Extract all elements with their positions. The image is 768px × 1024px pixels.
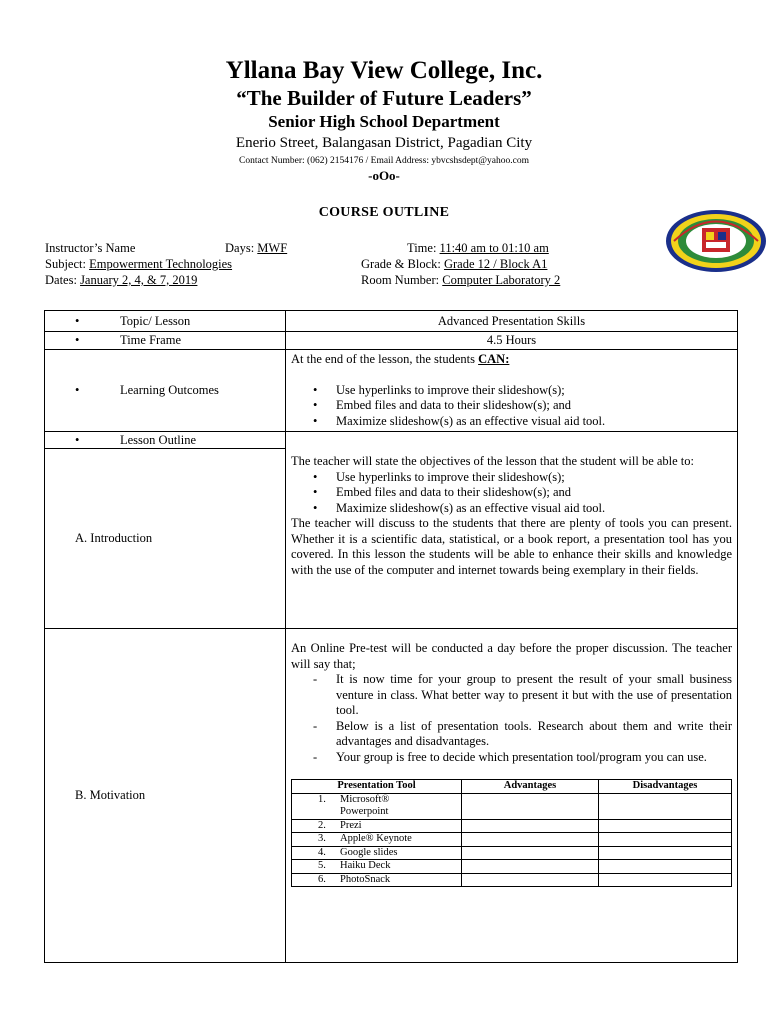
time-value: 11:40 am to 01:10 am — [439, 241, 549, 255]
topic-value-cell — [286, 311, 738, 332]
department-name: Senior High School Department — [268, 112, 500, 131]
outcome-text: Embed files and data to their slideshow(s); and — [336, 398, 572, 412]
outcomes-cell — [286, 350, 738, 432]
advantages-cell — [462, 860, 599, 874]
intro-item-text: Maximize slideshow(s) as an effective visual aid tool. — [336, 500, 606, 515]
motivation-label-cell — [45, 629, 286, 963]
tool-name-cell — [292, 819, 462, 833]
topic-label: Topic/ Lesson — [120, 313, 191, 328]
dates-field — [45, 272, 197, 288]
tool-number: 1. — [318, 793, 326, 805]
list-item — [291, 719, 732, 750]
room-label: Room Number: — [361, 273, 443, 287]
disadvantages-cell — [599, 846, 732, 860]
bullet-icon: • — [313, 469, 318, 484]
table-row — [45, 332, 738, 350]
table-row — [45, 350, 738, 432]
dash-marker: - — [313, 672, 318, 686]
course-outline-table — [44, 310, 738, 963]
time-frame-label: Time Frame — [120, 333, 181, 347]
advantages-cell — [462, 873, 599, 887]
subject-label: Subject: — [45, 257, 90, 271]
disadvantages-cell — [599, 860, 732, 874]
college-seal-icon — [664, 208, 768, 274]
dates-label: Dates: — [45, 273, 81, 287]
disadvantages-cell — [599, 833, 732, 847]
column-header: Disadvantages — [599, 780, 732, 794]
intro-text-1: The teacher will state the objectives of the lesson that the student will be able to: — [291, 454, 695, 468]
table-row — [292, 793, 732, 819]
column-header: Advantages — [462, 780, 599, 794]
subject-field — [45, 256, 232, 272]
list-item — [291, 414, 732, 430]
tool-number: 2. — [318, 819, 326, 831]
motivation-item-text: Below is a list of presentation tools. Research about them and write their advantages and disadvantages. — [336, 718, 732, 748]
bullet-icon: • — [313, 485, 318, 499]
document-title: COURSE OUTLINE — [318, 205, 450, 220]
tool-name-cell — [292, 846, 462, 860]
outcomes-label-cell — [45, 350, 286, 432]
advantages-cell — [462, 833, 599, 847]
tool-name-cell — [292, 793, 462, 819]
table-row — [292, 780, 732, 794]
outcome-text: Maximize slideshow(s) as an effective visual aid tool. — [336, 413, 606, 428]
table-row — [292, 819, 732, 833]
advantages-cell — [462, 819, 599, 833]
list-item — [291, 398, 732, 414]
bullet-icon: • — [313, 500, 318, 515]
days-field — [225, 240, 287, 256]
grade-value: Grade 12 / Block A1 — [443, 257, 548, 271]
introduction-cell — [286, 432, 738, 629]
bullet-icon: • — [75, 333, 80, 347]
introduction-label-cell — [45, 449, 286, 629]
outcome-text: Use hyperlinks to improve their slideshow(s); — [336, 382, 565, 397]
disadvantages-cell — [599, 873, 732, 887]
table-row — [45, 629, 738, 963]
column-header: Presentation Tool — [292, 780, 462, 794]
tool-name: Google slides — [340, 846, 398, 858]
college-motto: “The Builder of Future Leaders” — [236, 86, 532, 110]
days-value: MWF — [257, 241, 288, 255]
intro-item-text: Embed files and data to their slideshow(s); and — [336, 485, 572, 499]
time-frame-value: 4.5 Hours — [486, 333, 537, 347]
disadvantages-cell — [599, 819, 732, 833]
tool-number: 5. — [318, 860, 326, 871]
outline-label: Lesson Outline — [120, 432, 197, 447]
intro-item-text: Use hyperlinks to improve their slideshow(s); — [336, 469, 565, 484]
bullet-icon: • — [313, 398, 318, 412]
list-item — [291, 470, 732, 486]
list-item — [291, 383, 732, 399]
bullet-icon: • — [313, 382, 318, 397]
tool-name: Microsoft® Powerpoint — [340, 793, 390, 817]
time-frame-label-cell — [45, 332, 286, 350]
disadvantages-cell — [599, 793, 732, 819]
intro-text-2: The teacher will discuss to the students that there are plenty of tools you can present. Whether it is a scientific data, statistical, or a book report, a presentation tool has you covered. In this lesson the students will be able to enhance their skills and knowledge with the use of the computer and internet towards being exemplary in their fields. — [291, 516, 732, 577]
table-row — [292, 846, 732, 860]
tool-name: Prezi — [340, 819, 362, 831]
time-field — [407, 240, 549, 256]
time-frame-value-cell — [286, 332, 738, 350]
table-row — [45, 432, 738, 449]
presentation-tools-table — [291, 779, 732, 887]
motivation-label: B. Motivation — [75, 788, 146, 802]
grade-field — [361, 256, 547, 272]
tool-name-cell — [292, 873, 462, 887]
list-item — [291, 750, 732, 766]
list-item — [291, 672, 732, 719]
document-header — [0, 56, 768, 185]
college-address: Enerio Street, Balangasan District, Pagadian City — [235, 135, 533, 151]
tool-name-cell — [292, 860, 462, 874]
outcomes-intro-line — [291, 352, 732, 368]
room-field — [361, 272, 560, 288]
bullet-icon: • — [75, 432, 80, 447]
motivation-cell — [286, 629, 738, 963]
time-label: Time: — [407, 241, 440, 255]
topic-label-cell — [45, 311, 286, 332]
bullet-icon: • — [75, 383, 80, 397]
motivation-text-1: An Online Pre-test will be conducted a day before the proper discussion. The teacher will say that; — [291, 641, 732, 671]
college-name: Yllana Bay View College, Inc. — [225, 57, 543, 84]
list-item — [291, 501, 732, 517]
table-row — [292, 833, 732, 847]
grade-label: Grade & Block: — [361, 257, 444, 271]
dates-value: January 2, 4, & 7, 2019 — [80, 273, 198, 287]
advantages-cell — [462, 793, 599, 819]
contact-line: Contact Number: (062) 2154176 / Email Address: ybvcshsdept@yahoo.com — [238, 156, 529, 166]
tool-number: 6. — [318, 873, 326, 885]
tool-name: PhotoSnack — [340, 873, 391, 885]
table-row — [292, 873, 732, 887]
introduction-label: A. Introduction — [75, 531, 153, 545]
tool-name: Haiku Deck — [340, 860, 391, 871]
motivation-item-text: Your group is free to decide which presentation tool/program you can use. — [336, 749, 707, 764]
bullet-icon: • — [313, 413, 318, 428]
room-value: Computer Laboratory 2 — [442, 273, 561, 287]
outcomes-label: Learning Outcomes — [120, 383, 219, 397]
subject-value: Empowerment Technologies — [89, 257, 233, 271]
outcomes-can: CAN: — [478, 352, 510, 366]
table-row — [292, 860, 732, 874]
tool-name-cell — [292, 833, 462, 847]
days-label: Days: — [225, 241, 258, 255]
table-row — [45, 311, 738, 332]
motivation-item-text: It is now time for your group to present the result of your small business venture in class. What better way to present it but with the use of presentation tool. — [336, 672, 732, 717]
tool-number: 3. — [318, 833, 326, 844]
bullet-icon: • — [75, 313, 80, 328]
outline-label-cell — [45, 432, 286, 449]
ornament: -oOo- — [368, 168, 400, 183]
tool-number: 4. — [318, 846, 326, 858]
dash-marker: - — [313, 749, 318, 764]
dash-marker: - — [313, 718, 318, 733]
topic-value: Advanced Presentation Skills — [437, 313, 586, 328]
list-item — [291, 485, 732, 501]
advantages-cell — [462, 846, 599, 860]
outcomes-intro: At the end of the lesson, the students — [291, 352, 479, 366]
instructor-label: Instructor’s Name — [45, 241, 136, 255]
tool-name: Apple® Keynote — [340, 833, 412, 844]
